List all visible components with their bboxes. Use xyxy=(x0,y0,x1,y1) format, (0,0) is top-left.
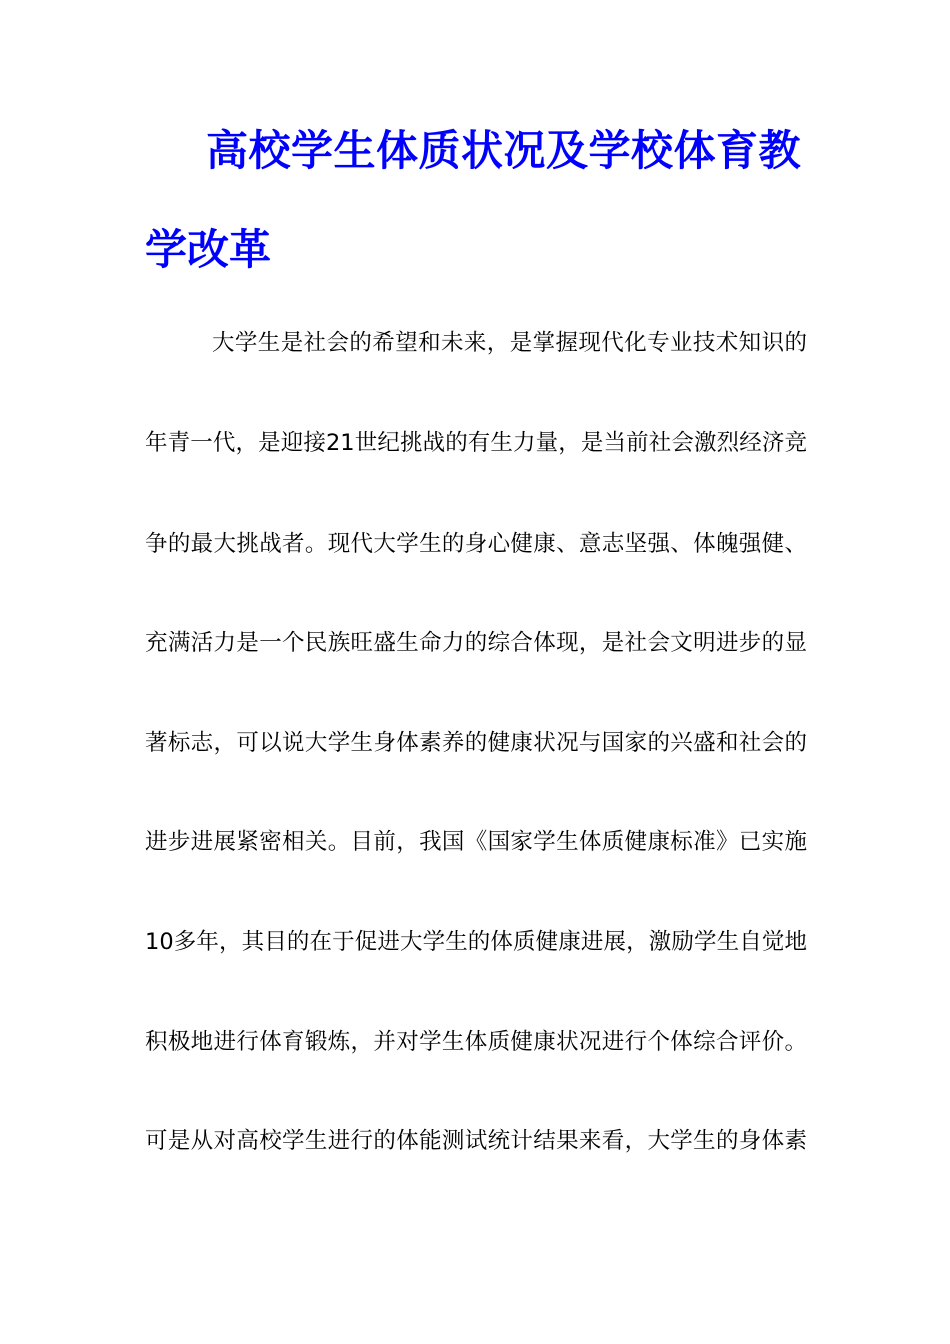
paragraph-line-2: 年青一代，是迎接21世纪挑战的有生力量，是当前社会激烈经济竞 xyxy=(145,430,807,456)
paragraph-line-1: 大学生是社会的希望和未来，是掌握现代化专业技术知识的 xyxy=(212,330,807,356)
paragraph-line-7: 10多年，其目的在于促进大学生的体质健康进展，激励学生自觉地 xyxy=(145,929,807,955)
paragraph-line-6: 进步进展紧密相关。目前，我国《国家学生体质健康标准》已实施 xyxy=(145,829,807,855)
paragraph-line-5: 著标志，可以说大学生身体素养的健康状况与国家的兴盛和社会的 xyxy=(145,730,807,756)
paragraph-line-3: 争的最大挑战者。现代大学生的身心健康、意志坚强、体魄强健、 xyxy=(145,531,807,557)
paragraph-line-9: 可是从对高校学生进行的体能测试统计结果来看，大学生的身体素 xyxy=(145,1128,807,1154)
paragraph-line-8: 积极地进行体育锻炼，并对学生体质健康状况进行个体综合评价。 xyxy=(145,1029,807,1055)
document-title-line-2: 学改革 xyxy=(145,225,272,274)
paragraph-line-4: 充满活力是一个民族旺盛生命力的综合体现，是社会文明进步的显 xyxy=(145,630,807,656)
document-title-line-1: 高校学生体质状况及学校体育教 xyxy=(206,126,802,175)
